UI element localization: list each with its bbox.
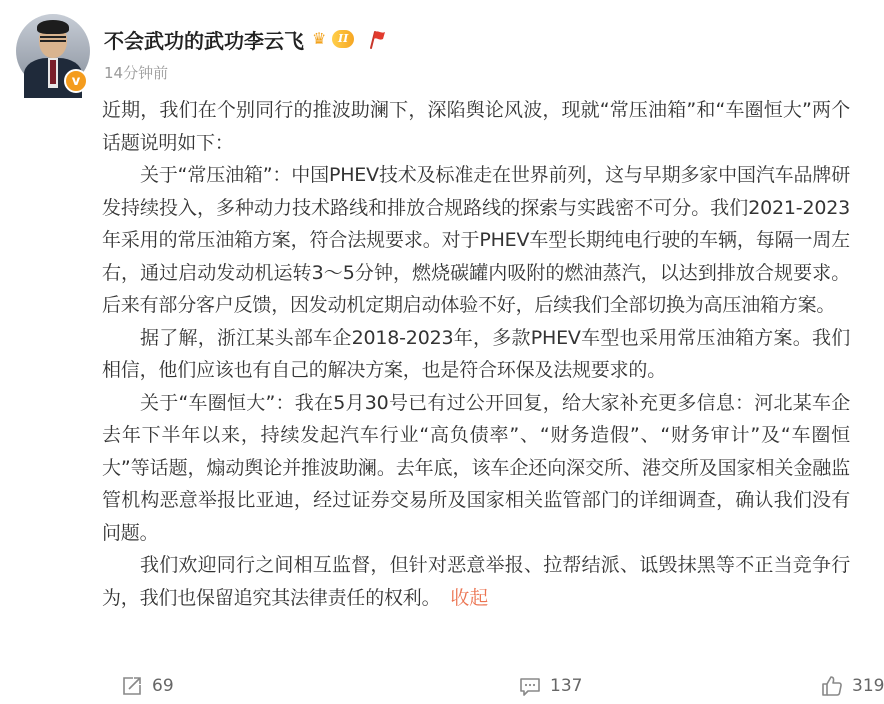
comment-count: 137 bbox=[550, 676, 583, 696]
paragraph-conclusion bbox=[102, 549, 850, 614]
paragraph-intro: 近期，我们在个别同行的推波助澜下，深陷舆论风波，现就“常压油箱”和“车圈恒大”两个话题说明如下： bbox=[102, 99, 850, 154]
comment-button[interactable] bbox=[400, 668, 658, 704]
comment-icon bbox=[518, 674, 542, 698]
red-flag-icon[interactable] bbox=[366, 28, 388, 50]
thumbs-up-icon bbox=[820, 674, 844, 698]
action-bar bbox=[0, 668, 884, 704]
paragraph-fuel-tank: 关于“常压油箱”：中国PHEV技术及标准走在世界前列，这与早期多家中国汽车品牌研发持续投入，多种动力技术路线和排放合规路线的探索与实践密不可分。我们2021-2023年采用的常压油箱方案，符合法规要求。对于PHEV车型长期纯电行驶的车辆，每隔一周左右，通过启动发动机运转3～5分钟，燃烧碳罐内吸附的燃油蒸汽，以达到排放合规要求。后来有部分客户反馈，因发动机定期启动体验不好，后续我们全部切换为高压油箱方案。 bbox=[102, 164, 850, 316]
post-content bbox=[102, 94, 850, 614]
repost-button[interactable] bbox=[0, 668, 400, 704]
crown-icon: ♛ bbox=[312, 29, 327, 48]
paragraph-evergrande: 关于“车圈恒大”：我在5月30号已有过公开回复，给大家补充更多信息：河北某车企去年下半年以来，持续发起汽车行业“高负债率”、“财务造假”、“财务审计”及“车圈恒大”等话题，煽动舆论并推波助澜。去年底，该车企还向深交所、港交所及国家相关金融监管机构恶意举报比亚迪，经过证券交易所及国家相关监管部门的详细调查，确认我们没有问题。 bbox=[102, 391, 850, 544]
level-badge-label: II bbox=[332, 30, 354, 48]
level-badge[interactable] bbox=[312, 29, 354, 49]
like-count: 319 bbox=[852, 676, 884, 696]
collapse-link[interactable]: 收起 bbox=[450, 586, 489, 609]
author-row bbox=[104, 22, 388, 56]
paragraph-zhejiang: 据了解，浙江某头部车企2018-2023年，多款PHEV车型也采用常压油箱方案。我们相信，他们应该也有自己的解决方案，也是符合环保及法规要求的。 bbox=[102, 326, 850, 381]
verified-icon: v bbox=[64, 69, 88, 93]
repost-count: 69 bbox=[152, 676, 174, 696]
username[interactable]: 不会武功的武功李云飞 bbox=[104, 28, 304, 53]
repost-icon bbox=[120, 674, 144, 698]
conclusion-text: 我们欢迎同行之间相互监督，但针对恶意举报、拉帮结派、诋毁抹黑等不正当竞争行为，我们也保留追究其法律责任的权利。 bbox=[102, 554, 850, 609]
post-timestamp[interactable]: 14分钟前 bbox=[104, 64, 169, 82]
like-button[interactable] bbox=[658, 668, 884, 704]
